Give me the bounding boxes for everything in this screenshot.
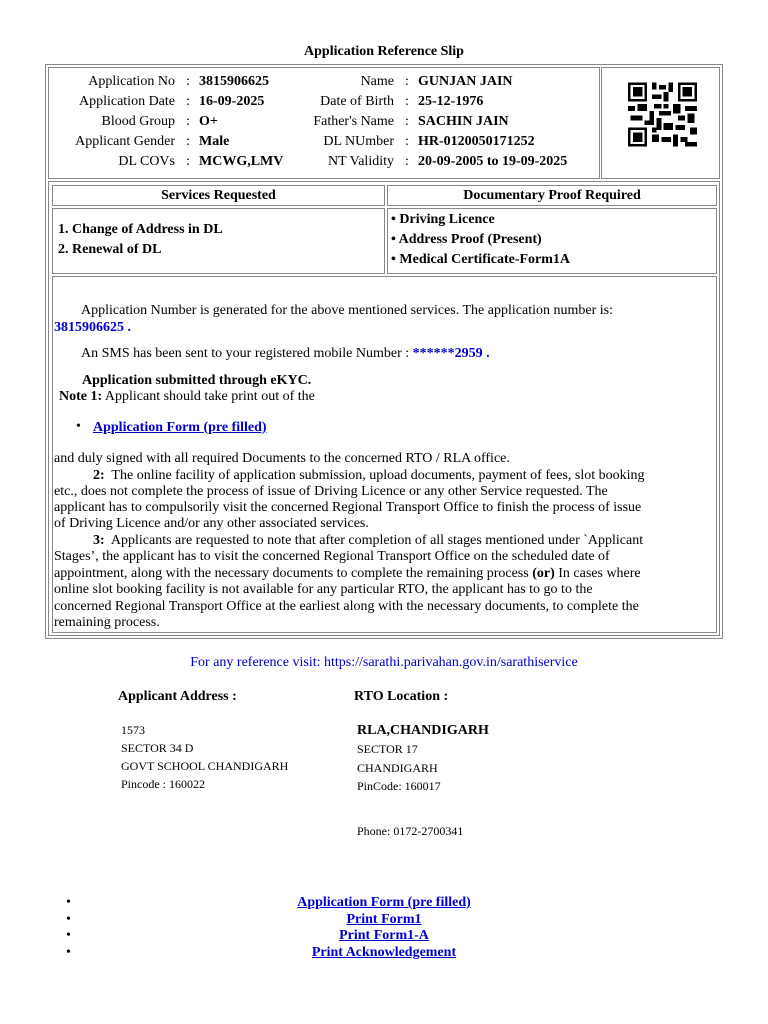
note3-or: (or) xyxy=(532,566,555,581)
dob-value: 25-12-1976 xyxy=(418,94,484,109)
colon: : xyxy=(186,154,190,169)
name-label: Name xyxy=(360,74,394,89)
rto-location-heading: RTO Location : xyxy=(354,689,449,704)
note3-line-3 xyxy=(54,566,641,582)
gender-value: Male xyxy=(199,134,230,149)
note3-line-5: concerned Regional Transport Office at the earliest along with the necessary documents, to complete the xyxy=(54,599,639,614)
note2-label: 2: xyxy=(93,468,105,483)
dl-number-label: DL NUmber xyxy=(323,134,394,149)
colon: : xyxy=(186,94,190,109)
colon: : xyxy=(405,74,409,89)
ekyc-text: Application submitted through eKYC. xyxy=(82,373,312,388)
colon: : xyxy=(186,134,190,149)
note3-text: Applicants are requested to note that after completion of all stages mentioned under `Applicant xyxy=(110,533,644,548)
applicant-address-line-2: SECTOR 34 D xyxy=(121,741,194,755)
application-number-text: Application Number is generated for the above mentioned services. The application number is: xyxy=(81,303,613,318)
application-no-value: 3815906625 xyxy=(199,74,269,89)
colon: : xyxy=(405,134,409,149)
applicant-address-line-1: 1573 xyxy=(121,723,145,737)
proof-item-2: • Address Proof (Present) xyxy=(391,232,542,247)
colon: : xyxy=(405,154,409,169)
application-form-prefilled-link[interactable]: Application Form (pre filled) xyxy=(297,895,471,910)
colon: : xyxy=(186,74,190,89)
dl-covs-label: DL COVs xyxy=(118,154,175,169)
list-item xyxy=(0,895,768,912)
application-number-link: 3815906625 xyxy=(54,320,124,335)
proof-item-1: • Driving Licence xyxy=(391,212,495,227)
colon: : xyxy=(405,94,409,109)
application-date-label: Application Date xyxy=(78,94,175,109)
blood-group-value: O+ xyxy=(199,114,218,129)
signed-text: and duly signed with all required Documents to the concerned RTO / RLA office. xyxy=(54,451,510,466)
note3-line-4: online slot booking facility is not available for any particular RTO, the applicant has to go to the xyxy=(54,582,593,597)
application-number-line xyxy=(54,320,131,336)
print-acknowledgement-link[interactable]: Print Acknowledgement xyxy=(311,944,457,960)
nt-validity-label: NT Validity xyxy=(328,154,394,169)
note1-line xyxy=(59,389,315,405)
note2-line-2: etc., does not complete the process of issue of Driving Licence or any other Service requested. The xyxy=(54,484,608,499)
applicant-address-line-3: GOVT SCHOOL CHANDIGARH xyxy=(121,759,289,773)
note2-line-1 xyxy=(93,468,645,484)
list-item xyxy=(0,912,768,929)
note3-line-1 xyxy=(93,533,643,549)
print-form1-link[interactable]: Print Form1 xyxy=(346,911,422,927)
mobile-number: ******2959 xyxy=(412,346,483,361)
rto-phone: Phone: 0172-2700341 xyxy=(357,824,464,838)
service-item-2: 2. Renewal of DL xyxy=(58,242,162,257)
rto-pincode: PinCode: 160017 xyxy=(357,779,441,793)
rto-address-line-2: CHANDIGARH xyxy=(357,761,438,775)
colon: : xyxy=(186,114,190,129)
page-title: Application Reference Slip xyxy=(304,44,464,59)
father-name-value: SACHIN JAIN xyxy=(418,114,509,129)
proof-item-3: • Medical Certificate-Form1A xyxy=(391,252,571,267)
dob-label: Date of Birth xyxy=(320,94,394,109)
note3-text: In cases where xyxy=(558,566,641,581)
qr-code-icon xyxy=(628,82,697,147)
note3-line-6: remaining process. xyxy=(54,615,160,630)
applicant-address-heading: Applicant Address : xyxy=(118,689,237,704)
note2-line-3: applicant has to compulsorily visit the concerned Regional Transport Office to finish the process of issue xyxy=(54,500,642,515)
rto-address-line-1: SECTOR 17 xyxy=(357,742,418,756)
list-item xyxy=(0,928,768,945)
dl-number-value: HR-0120050171252 xyxy=(418,134,535,149)
services-requested-header xyxy=(52,185,385,206)
note1-text: Applicant should take print out of the xyxy=(104,389,315,404)
dl-covs-value: MCWG,LMV xyxy=(199,154,284,169)
note3-label: 3: xyxy=(93,533,105,548)
gender-label: Applicant Gender xyxy=(75,134,175,149)
services-requested-header-text: Services Requested xyxy=(161,188,276,203)
blood-group-label: Blood Group xyxy=(101,114,175,129)
note3-line-2: Stages’, the applicant has to visit the concerned Regional Transport Office on the scheduled date of xyxy=(54,549,610,564)
print-form1a-link[interactable]: Print Form1-A xyxy=(339,928,429,943)
info-row-5 xyxy=(0,152,768,172)
period: . xyxy=(127,320,131,335)
note2-text: The online facility of application submission, upload documents, payment of fees, slot booking xyxy=(111,468,645,483)
documentary-proof-header-text: Documentary Proof Required xyxy=(463,188,641,203)
application-date-value: 16-09-2025 xyxy=(199,94,265,109)
print-links-list xyxy=(0,895,768,961)
reference-text: For any reference visit: https://sarathi.parivahan.gov.in/sarathiservice xyxy=(190,655,578,670)
service-item-1: 1. Change of Address in DL xyxy=(58,222,223,237)
colon: : xyxy=(405,114,409,129)
sms-text: An SMS has been sent to your registered mobile Number : xyxy=(81,346,410,361)
name-value: GUNJAN JAIN xyxy=(418,74,513,89)
note3-text: appointment, along with the necessary documents to complete the remaining process xyxy=(54,566,529,581)
rto-name: RLA,CHANDIGARH xyxy=(357,723,489,738)
applicant-address-pincode: Pincode : 160022 xyxy=(121,777,205,791)
documentary-proof-header xyxy=(387,185,717,206)
application-no-label: Application No xyxy=(88,74,175,89)
note1-label: Note 1: xyxy=(59,389,103,404)
nt-validity-value: 20-09-2005 to 19-09-2025 xyxy=(418,154,568,169)
list-item xyxy=(0,945,768,962)
period: . xyxy=(486,346,490,361)
application-form-link[interactable]: Application Form (pre filled) xyxy=(93,420,267,435)
note2-line-4: of Driving Licence and/or any other associated services. xyxy=(54,516,369,531)
bullet: • xyxy=(76,419,81,434)
sms-line xyxy=(81,346,490,362)
father-name-label: Father's Name xyxy=(313,114,394,129)
services-requested-cell xyxy=(52,208,385,274)
